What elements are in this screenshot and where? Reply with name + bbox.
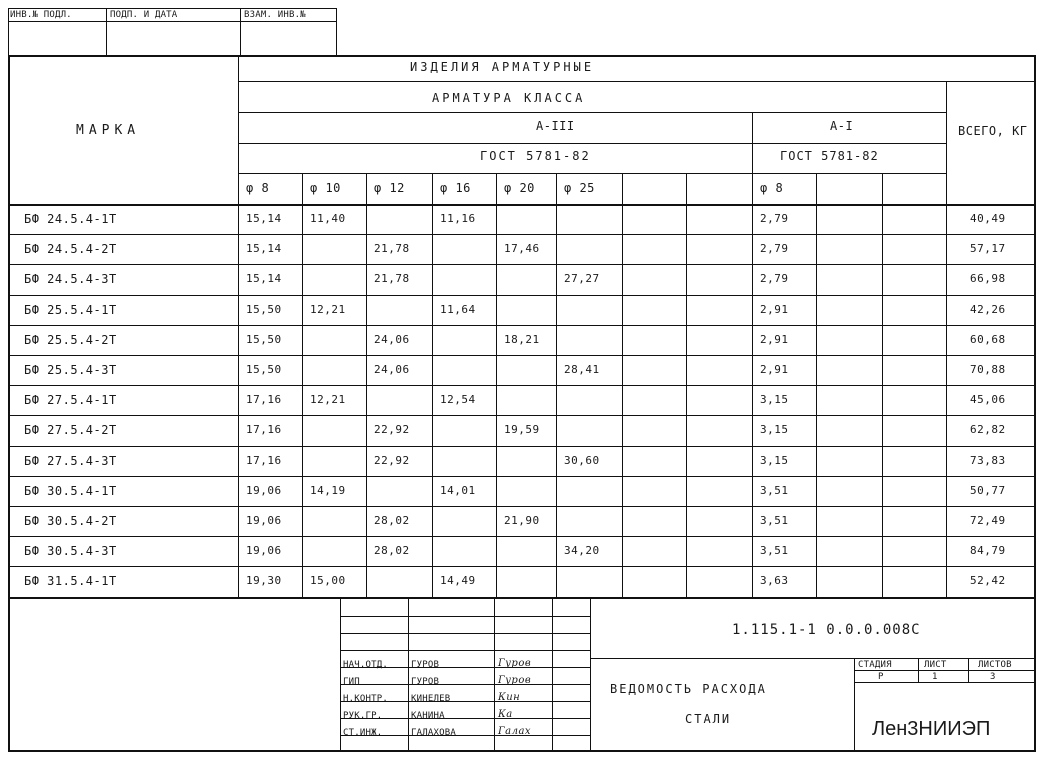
hline-row [8, 325, 1035, 326]
frame-top [8, 55, 1036, 57]
vline-col [816, 173, 817, 597]
hline-row [8, 597, 1035, 599]
hline-header-end [8, 204, 1035, 206]
row-cell: 3,15 [760, 454, 789, 467]
stamp-replace-label: ВЗАМ. ИНВ.№ [244, 10, 306, 20]
row-cell: 3,51 [760, 544, 789, 557]
row-cell: 19,59 [504, 423, 540, 436]
hline-row [8, 264, 1035, 265]
row-cell: 12,21 [310, 303, 346, 316]
hline-sig [340, 633, 590, 634]
diameter-header: φ 25 [564, 181, 595, 195]
row-cell: 3,51 [760, 514, 789, 527]
staff-signature: Гуров [498, 675, 532, 686]
row-cell: 3,51 [760, 484, 789, 497]
table-title: ИЗДЕЛИЯ АРМАТУРНЫЕ [410, 60, 595, 74]
stage-value: Р [878, 672, 884, 682]
row-cell: 24,06 [374, 363, 410, 376]
row-cell: 19,30 [246, 574, 282, 587]
frame-right [1034, 55, 1036, 752]
row-total: 62,82 [970, 423, 1006, 436]
staff-signature: Кин [498, 692, 521, 703]
vline-col [302, 173, 303, 597]
staff-name: ГУРОВ [411, 677, 440, 687]
row-cell: 17,16 [246, 423, 282, 436]
row-cell: 15,14 [246, 242, 282, 255]
row-mark: БФ 24.5.4-3Т [24, 272, 117, 286]
hline-row [8, 476, 1035, 477]
vline-a1 [752, 112, 753, 597]
staff-role: НАЧ.ОТД. [343, 660, 388, 670]
staff-signature: Гуров [498, 658, 532, 669]
row-cell: 17,16 [246, 454, 282, 467]
row-total: 73,83 [970, 454, 1006, 467]
row-cell: 21,78 [374, 272, 410, 285]
row-total: 57,17 [970, 242, 1006, 255]
diameter-header: φ 12 [374, 181, 405, 195]
doc-title-line1: ВЕДОМОСТЬ РАСХОДА [610, 682, 767, 696]
gost-a3-header: ГОСТ 5781-82 [480, 149, 591, 163]
staff-role: РУК.ГР. [343, 711, 383, 721]
row-cell: 2,79 [760, 242, 789, 255]
gost-a1-header: ГОСТ 5781-82 [780, 149, 879, 163]
row-cell: 28,02 [374, 544, 410, 557]
row-cell: 30,60 [564, 454, 600, 467]
row-cell: 15,50 [246, 333, 282, 346]
class-a1-header: A-I [830, 119, 854, 133]
vline-col [686, 173, 687, 597]
row-cell: 34,20 [564, 544, 600, 557]
row-cell: 12,54 [440, 393, 476, 406]
vline-col [622, 173, 623, 597]
doc-title-line2: СТАЛИ [685, 712, 732, 726]
row-total: 84,79 [970, 544, 1006, 557]
vline-mark [238, 55, 239, 597]
row-mark: БФ 30.5.4-3Т [24, 544, 117, 558]
row-cell: 27,27 [564, 272, 600, 285]
sheet-label: ЛИСТ [924, 660, 947, 670]
row-cell: 15,14 [246, 212, 282, 225]
hline-row [8, 355, 1035, 356]
row-cell: 18,21 [504, 333, 540, 346]
hline-row [8, 295, 1035, 296]
stage-label: СТАДИЯ [858, 660, 892, 670]
row-total: 52,42 [970, 574, 1006, 587]
vline-col [556, 173, 557, 597]
row-cell: 11,40 [310, 212, 346, 225]
vline-sig [340, 597, 341, 750]
row-mark: БФ 27.5.4-3Т [24, 454, 117, 468]
hline-tb-stage [854, 670, 1035, 671]
table-subtitle: АРМАТУРА КЛАССА [432, 91, 586, 105]
vline-sig [408, 597, 409, 750]
staff-name: ГАЛАХОВА [411, 728, 456, 738]
sheets-value: 3 [990, 672, 996, 682]
row-cell: 3,63 [760, 574, 789, 587]
row-mark: БФ 24.5.4-1Т [24, 212, 117, 226]
row-cell: 14,01 [440, 484, 476, 497]
stamp-sign-label: ПОДП. И ДАТА [110, 10, 178, 20]
row-total: 45,06 [970, 393, 1006, 406]
hline-subtitle [238, 112, 946, 113]
diameter-header: φ 8 [760, 181, 784, 195]
row-cell: 24,06 [374, 333, 410, 346]
row-cell: 15,14 [246, 272, 282, 285]
diameter-header: φ 10 [310, 181, 341, 195]
row-cell: 2,91 [760, 303, 789, 316]
row-mark: БФ 30.5.4-1Т [24, 484, 117, 498]
row-cell: 22,92 [374, 454, 410, 467]
hline-sig [340, 684, 590, 685]
row-total: 50,77 [970, 484, 1006, 497]
hline-row [8, 446, 1035, 447]
row-cell: 15,50 [246, 303, 282, 316]
row-total: 60,68 [970, 333, 1006, 346]
row-cell: 3,15 [760, 423, 789, 436]
hline-row [8, 536, 1035, 537]
stamp-inv-label: ИНВ.№ ПОДЛ. [10, 10, 72, 20]
hline-sig [340, 616, 590, 617]
frame-bottom [8, 750, 1036, 752]
row-cell: 19,06 [246, 514, 282, 527]
row-cell: 28,41 [564, 363, 600, 376]
row-total: 42,26 [970, 303, 1006, 316]
row-cell: 15,00 [310, 574, 346, 587]
row-total: 70,88 [970, 363, 1006, 376]
row-cell: 19,06 [246, 544, 282, 557]
diameter-header: φ 20 [504, 181, 535, 195]
staff-signature: Галах [498, 726, 532, 737]
row-cell: 22,92 [374, 423, 410, 436]
staff-role: ГИП [343, 677, 360, 687]
staff-name: ГУРОВ [411, 660, 440, 670]
vline-col [496, 173, 497, 597]
vline-col [366, 173, 367, 597]
hline-row [8, 506, 1035, 507]
row-cell: 15,50 [246, 363, 282, 376]
total-header: ВСЕГО, КГ [958, 124, 1028, 138]
diameter-header: φ 16 [440, 181, 471, 195]
doc-code: 1.115.1-1 0.0.0.008С [732, 622, 921, 638]
row-cell: 2,79 [760, 272, 789, 285]
row-cell: 11,64 [440, 303, 476, 316]
row-cell: 2,91 [760, 333, 789, 346]
diameter-header: φ 8 [246, 181, 270, 195]
row-mark: БФ 24.5.4-2Т [24, 242, 117, 256]
row-cell: 28,02 [374, 514, 410, 527]
vline-tb-sheets [968, 658, 969, 682]
row-mark: БФ 25.5.4-2Т [24, 333, 117, 347]
sheets-label: ЛИСТОВ [978, 660, 1012, 670]
row-total: 66,98 [970, 272, 1006, 285]
hline-gost [238, 173, 946, 174]
hline-sig [340, 650, 590, 651]
mark-header: МАРКА [76, 123, 141, 138]
vline-sig [494, 597, 495, 750]
row-mark: БФ 31.5.4-1Т [24, 574, 117, 588]
class-a3-header: A-III [536, 119, 575, 133]
row-cell: 3,15 [760, 393, 789, 406]
sheet-value: 1 [932, 672, 938, 682]
hline-row [8, 566, 1035, 567]
row-cell: 17,16 [246, 393, 282, 406]
hline-row [8, 234, 1035, 235]
staff-signature: Ка [498, 709, 513, 720]
vline-sig [552, 597, 553, 750]
vline-sig [590, 597, 591, 750]
row-cell: 2,79 [760, 212, 789, 225]
row-cell: 12,21 [310, 393, 346, 406]
row-cell: 19,06 [246, 484, 282, 497]
row-total: 40,49 [970, 212, 1006, 225]
vline-total [946, 81, 947, 597]
row-cell: 14,49 [440, 574, 476, 587]
frame-left [8, 55, 10, 752]
staff-role: СТ.ИНЖ. [343, 728, 383, 738]
row-total: 72,49 [970, 514, 1006, 527]
vline-col [432, 173, 433, 597]
row-cell: 2,91 [760, 363, 789, 376]
row-mark: БФ 27.5.4-1Т [24, 393, 117, 407]
staff-name: КАНИНА [411, 711, 445, 721]
hline-title [238, 81, 1035, 82]
vline-tb-sheet [918, 658, 919, 682]
hline-class [238, 143, 946, 144]
vline-col [882, 173, 883, 597]
row-cell: 17,46 [504, 242, 540, 255]
row-mark: БФ 30.5.4-2Т [24, 514, 117, 528]
row-mark: БФ 25.5.4-1Т [24, 303, 117, 317]
row-mark: БФ 25.5.4-3Т [24, 363, 117, 377]
row-cell: 14,19 [310, 484, 346, 497]
staff-role: Н.КОНТР. [343, 694, 388, 704]
vline-tb-stage [854, 658, 855, 750]
hline-row [8, 385, 1035, 386]
row-cell: 21,90 [504, 514, 540, 527]
staff-name: КИНЕЛЕВ [411, 694, 451, 704]
row-mark: БФ 27.5.4-2Т [24, 423, 117, 437]
hline-row [8, 415, 1035, 416]
row-cell: 11,16 [440, 212, 476, 225]
row-cell: 21,78 [374, 242, 410, 255]
org-logo: Лен3НИИЭП [872, 718, 991, 740]
hline-tb-stage2 [854, 682, 1035, 683]
